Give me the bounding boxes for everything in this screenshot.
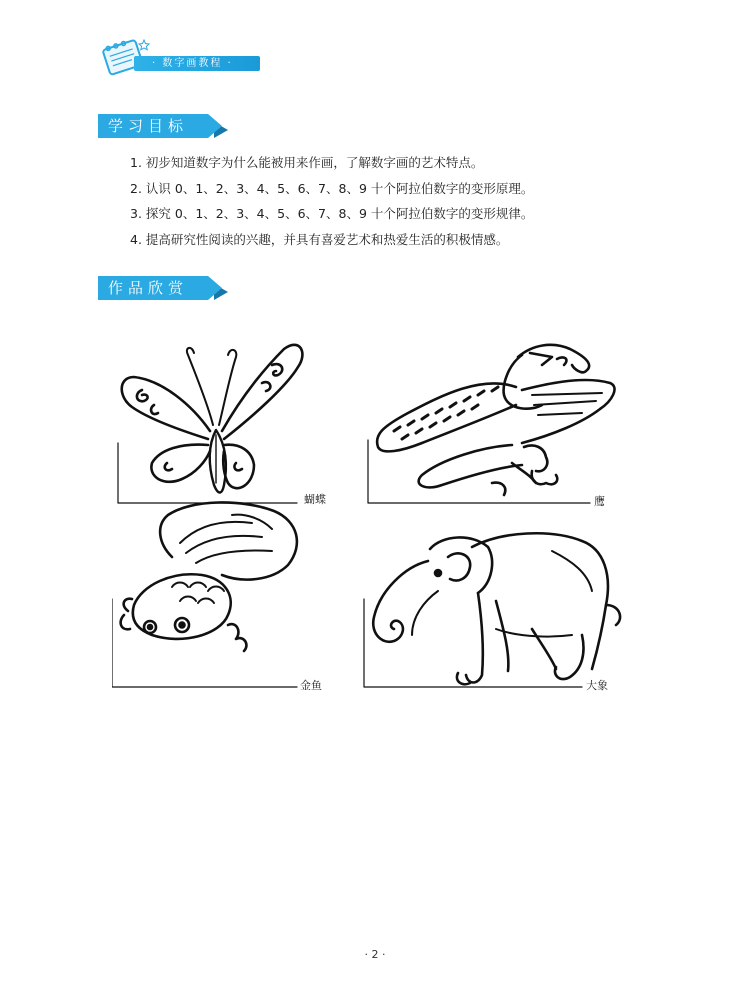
caption-butterfly: 蝴蝶 [304,493,326,506]
objective-item: 4. 提高研究性阅读的兴趣，并具有喜爱艺术和热爱生活的积极情感。 [130,231,509,247]
book-title: · 数字画教程 · [152,58,233,69]
eagle-drawing [368,345,615,503]
objective-item: 3. 探究 0、1、2、3、4、5、6、7、8、9 十个阿拉伯数字的变形规律。 [130,206,534,221]
header-logo [94,34,264,82]
section-header-works [98,276,208,300]
artwork-gallery [112,335,632,705]
objective-item: 1. 初步知道数字为什么能被用来作画，了解数字画的艺术特点。 [130,155,484,170]
caption-elephant: 大象 [586,679,608,692]
section-title: 学习目标 [108,117,189,135]
goldfish-drawing [112,502,297,687]
butterfly-drawing [118,345,302,503]
objective-item: 2. 认识 0、1、2、3、4、5、6、7、8、9 十个阿拉伯数字的变形原理。 [130,180,534,196]
section-header-objectives [98,114,208,138]
objectives-list [130,150,690,252]
elephant-drawing [364,533,620,687]
caption-eagle: 鹰 [594,495,605,508]
page-number: · 2 · [364,948,386,961]
section-title: 作品欣赏 [108,279,189,297]
caption-goldfish: 金鱼 [300,679,322,692]
